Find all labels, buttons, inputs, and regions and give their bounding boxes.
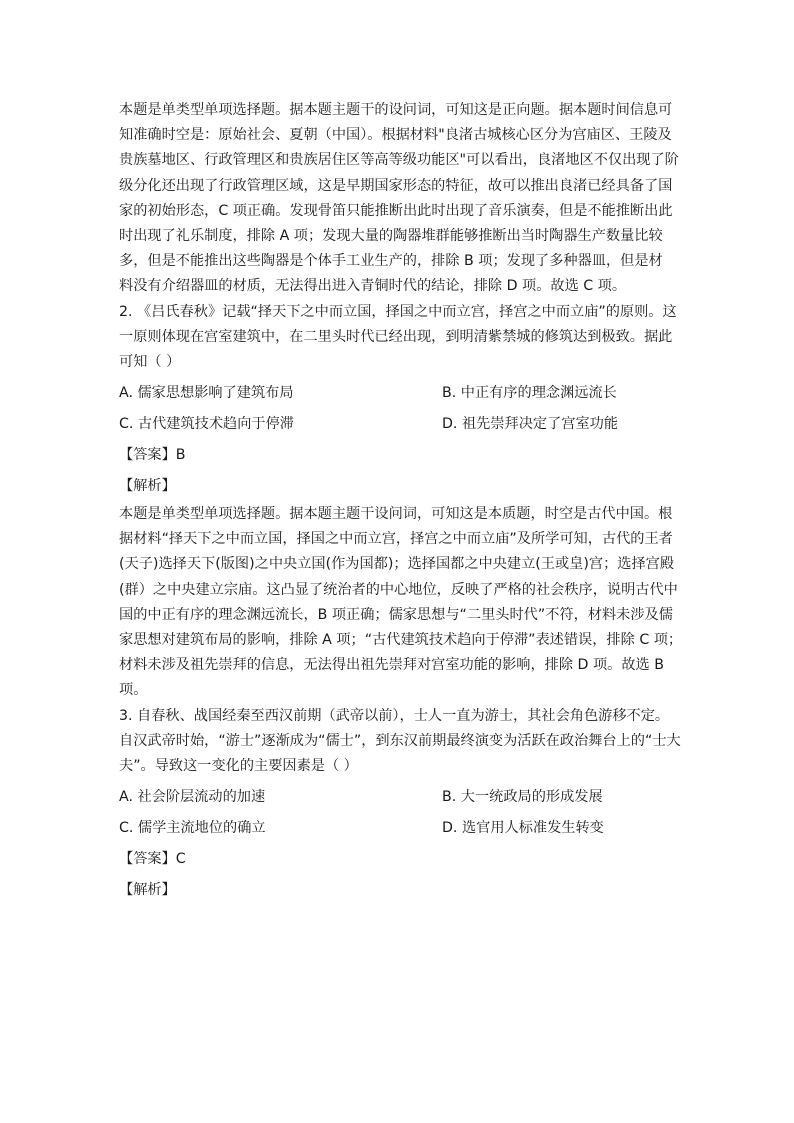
- option-row: [119, 813, 679, 844]
- question-stem-line: 自汉武帝时始，“游士”逐渐成为“儒士”，到东汉前期最终演变为活跃在政治舞台上的“士大: [119, 732, 681, 749]
- answer-tag: 【答案】B: [119, 447, 186, 464]
- question-2: [119, 300, 683, 704]
- option-c: C. 儒学主流地位的确立: [119, 820, 266, 837]
- question-stem-line: 2. 《吕氏春秋》记载“择天下之中而立国，择国之中而立宫，择宫之中而立庙”的原则。这: [119, 303, 677, 320]
- question-stem-line: 可知（ ）: [119, 353, 181, 370]
- option-row: [119, 378, 679, 409]
- document-content: [119, 98, 683, 906]
- option-row: [119, 782, 679, 813]
- text-line: 时出现了礼乐制度，排除 A 项；发现大量的陶器堆群能够推断出当时陶器生产数量比较: [119, 227, 663, 244]
- question-stem-line: 一原则体现在宫室建筑中，在二里头时代已经出现，到明清紫禁城的修筑达到极致。据此: [119, 328, 673, 345]
- option-a: A. 社会阶层流动的加速: [119, 789, 266, 806]
- option-row: [119, 409, 679, 440]
- analysis-line: 国的中正有序的理念渊远流长，B 项正确；儒家思想与“二里头时代”不符，材料未涉及儒: [119, 606, 673, 623]
- question-stem-line: 夫”。导致这一变化的主要因素是（ ）: [119, 757, 358, 774]
- analysis-line: (群）之中央建立宗庙。这凸显了统治者的中心地位，反映了严格的社会秩序，说明古代中: [119, 581, 678, 598]
- analysis-line: 本题是单类型单项选择题。据本题主题干设问词，可知这是本质题，时空是古代中国。根: [119, 506, 673, 523]
- analysis-line: 材料未涉及祖先崇拜的信息，无法得出祖先崇拜对宫室功能的影响，排除 D 项。故选 B: [119, 657, 664, 674]
- text-line: 家的初始形态，C 项正确。发现骨笛只能推断出此时出现了音乐演奏，但是不能推断出此: [119, 202, 673, 219]
- answer-tag: 【答案】C: [119, 851, 186, 868]
- analysis-tag: 【解析】: [119, 478, 176, 495]
- text-line: 知准确时空是：原始社会、夏朝（中国）。根据材料"良渚古城核心区分为宫庙区、王陵及: [119, 127, 672, 144]
- option-d: D. 选官用人标准发生转变: [442, 820, 604, 837]
- option-a: A. 儒家思想影响了建筑布局: [119, 385, 294, 402]
- text-line: 多，但是不能推出这些陶器是个体手工业生产的，排除 B 项；发现了多种器皿，但是材: [119, 253, 663, 270]
- option-d: D. 祖先崇拜决定了宫室功能: [442, 416, 619, 433]
- analysis-line: (天子)选择天下(版图)之中央立国(作为国都)；选择国都之中央建立(王或皇)宫；选择宫殿: [119, 556, 675, 573]
- text-line: 贵族墓地区、行政管理区和贵族居住区等高等级功能区"可以看出，良渚地区不仅出现了阶: [119, 152, 679, 169]
- analysis-tag: 【解析】: [119, 882, 176, 899]
- text-line: 本题是单类型单项选择题。据本题主题干的设问词，可知这是正向题。据本题时间信息可: [119, 102, 673, 118]
- analysis-line: 家思想对建筑布局的影响，排除 A 项；“古代建筑技术趋向于停滞”表述错误，排除 C 项；: [119, 632, 683, 648]
- text-line: 料没有介绍器皿的材质，无法得出进入青铜时代的结论，排除 D 项。故选 C 项。: [119, 278, 627, 295]
- analysis-line: 项。: [119, 682, 148, 699]
- text-line: 级分化还出现了行政管理区域，这是早期国家形态的特征，故可以推出良渚已经具备了国: [119, 177, 673, 194]
- question-stem-line: 3. 自春秋、战国经秦至西汉前期（武帝以前），士人一直为游士，其社会角色游移不定。: [119, 707, 670, 724]
- question-3: [119, 704, 679, 907]
- analysis-line: 据材料“择天下之中而立国，择国之中而立宫，择宫之中而立庙”及所学可知，古代的王者: [119, 531, 673, 548]
- option-c: C. 古代建筑技术趋向于停滞: [119, 416, 294, 433]
- prev-analysis-text: [119, 98, 679, 300]
- option-b: B. 中正有序的理念渊远流长: [442, 385, 617, 402]
- option-b: B. 大一统政局的形成发展: [442, 789, 603, 806]
